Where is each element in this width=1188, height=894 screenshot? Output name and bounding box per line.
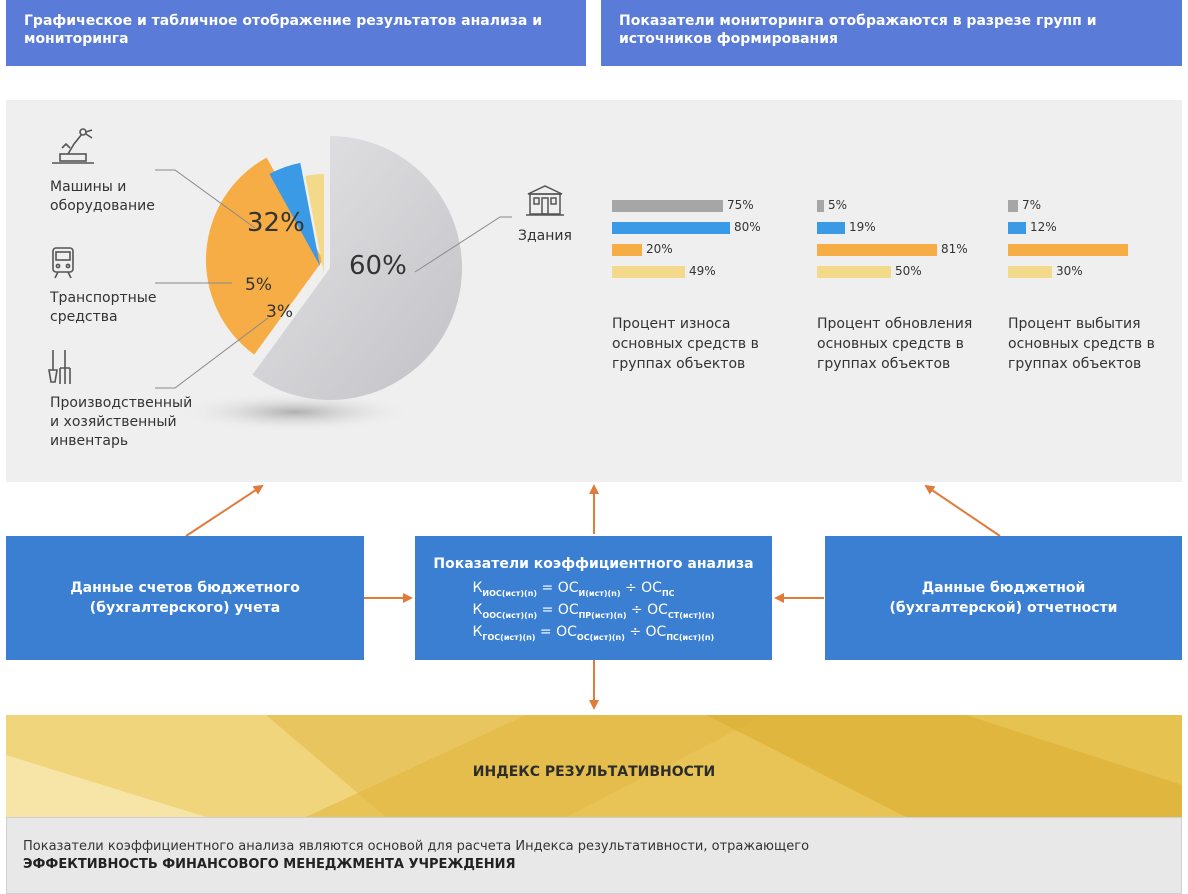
box-coefficient-title: Показатели коэффициентного анализа [433,556,754,572]
bar-label-g3-s4: 30% [1056,264,1083,278]
header-right-text: Показатели мониторинга отображаются в разрезе групп и источников формирования [619,13,1097,47]
label-inventory: Производственный и хозяйственный инвентарь [50,395,193,449]
bar-label-g1-s1: 75% [727,198,754,212]
bar-g2-s4 [817,266,891,278]
footer-box [6,817,1182,894]
header-left [6,0,586,66]
pie-label-3: 3% [266,302,293,322]
pie-shadow [175,392,415,432]
building-icon [524,184,566,218]
box-reporting-text: Данные бюджетной (бухгалтерской) отчетности [889,580,1118,616]
bar-g3-s3 [1008,244,1128,256]
formula-line-2: $К_{ООС(ист)(n)} = ОС_{ПР(ист)(n)} \div ОС_{СТ(ист)(n)}$ [472,601,715,620]
formula-line-1: $К_{ИОС(ист)(n)} = ОС_{И(ист)(n)} \div ОС_{ПС}$ [472,580,675,598]
bar-g2-s1 [817,200,824,212]
train-icon [50,246,76,280]
bar-g1-s2 [612,222,730,234]
bar-label-g2-s3: 81% [941,242,968,256]
bar-label-g2-s2: 19% [849,220,876,234]
bar-label-g3-s1: 7% [1022,198,1042,212]
bar-g3-s2 [1008,222,1026,234]
bar-g1-s4 [612,266,685,278]
bar-label-g1-s4: 49% [689,264,716,278]
bar-g3-s1 [1008,200,1018,212]
bar-label-g1-s3: 20% [646,242,673,256]
footer-line2: ЭФФЕКТИВНОСТЬ ФИНАНСОВОГО МЕНЕДЖМЕНТА УЧРЕЖДЕНИЯ [23,857,516,872]
pie-label-32: 32% [247,208,305,238]
box-accounting-data [6,536,364,660]
robot-arm-icon [50,124,96,166]
pie-label-60: 60% [349,251,407,281]
formula-line-3: $К_{ГОС(ист)(n)} = ОС_{ОС(ист)(n)} \div ОС_{ПС(ист)(n)}$ [472,623,715,642]
formula-list [472,580,714,645]
bar-label-g2-s1: 5% [828,198,848,212]
box-accounting-text: Данные счетов бюджетного (бухгалтерского) учета [70,580,300,616]
label-buildings: Здания [518,228,572,244]
bar-label-g2-s4: 50% [895,264,922,278]
index-title: ИНДЕКС РЕЗУЛЬТАТИВНОСТИ [472,764,716,780]
label-transport: Транспортные средства [50,290,157,325]
bar-g2-s3 [817,244,937,256]
bar-caption-g1: Процент износа основных средств в группах объектов [612,316,759,372]
footer-line1: Показатели коэффициентного анализа являются основой для расчета Индекса результативности, отражающего [23,839,810,854]
bar-g2-s2 [817,222,845,234]
box-reporting-data [825,536,1182,660]
header-left-text: Графическое и табличное отображение результатов анализа и мониторинга [24,13,543,47]
bar-g1-s3 [612,244,642,256]
bar-caption-g3: Процент выбытия основных средств в группах объектов [1008,316,1155,372]
bar-caption-g2: Процент обновления основных средств в группах объектов [817,316,973,372]
label-machines: Машины и оборудование [50,179,155,214]
bar-g1-s1 [612,200,723,212]
bar-g3-s4 [1008,266,1052,278]
arrow-left-up [186,486,262,536]
pie-label-5: 5% [245,275,272,295]
arrow-right-up [926,486,1000,536]
garden-tools-icon [46,348,76,388]
header-right [601,0,1182,66]
bar-label-g1-s2: 80% [734,220,761,234]
box-coefficient-analysis [415,536,772,660]
bar-label-g3-s2: 12% [1030,220,1057,234]
